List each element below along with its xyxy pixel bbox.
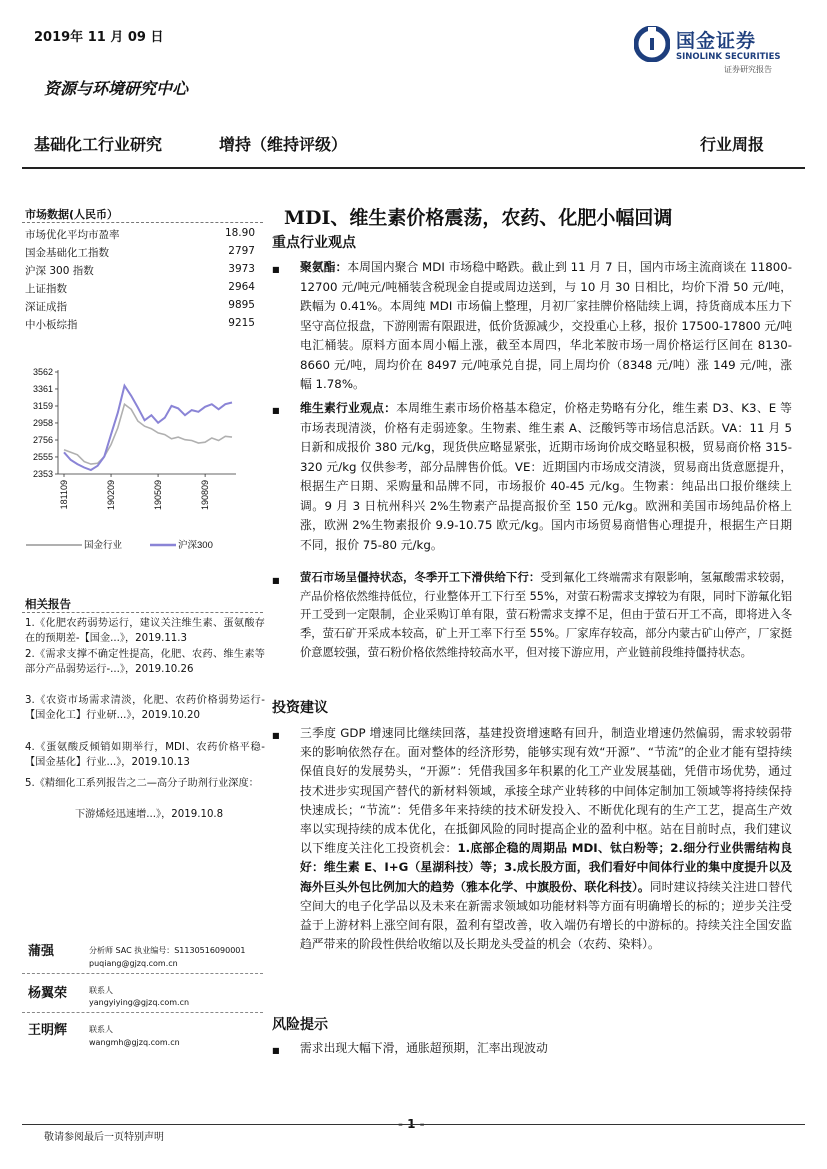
y-tick-label: 2353	[32, 469, 53, 479]
view-paragraph-fluorite: 萤石市场呈僵持状态，冬季开工下滑供给下行：受到氟化工终端需求有限影响，氢氟酸需求较弱，产品价格依然维持低位，行业整体开工下行至 55%，对萤石粉需求支撑较为有限，同时下游氟化铝开工受到一定限制，企业采购订单有限，萤石粉需求支撑不足，但由于萤石开工不高，即将进入冬季，萤石矿开采成本较高，矿上开工率下行至 55%。厂家库存较高，部分内蒙古矿山停产，厂家挺价意愿较强，萤石粉价格依然维持较高水平，但对接下游应用，产业链前段维持僵持状态。	[300, 571, 792, 659]
x-tick-label: 181109	[59, 480, 69, 510]
market-data-divider	[22, 222, 263, 223]
analyst-role: 联系人	[89, 1025, 113, 1034]
risk-heading: 风险提示	[272, 1017, 328, 1033]
footer-divider	[22, 1124, 805, 1125]
market-data-title: 市场数据(人民币）	[25, 208, 119, 221]
x-tick-label: 190809	[200, 480, 211, 511]
market-row: 深证成指 9895	[25, 299, 255, 313]
x-tick-label: 190209	[106, 480, 117, 511]
related-report-item[interactable]: 2.《需求支撑不确定性提高，化肥、农药、维生素等部分产品弱势运行-...》，2019.10.26	[25, 649, 265, 676]
bullet-icon: ■	[272, 265, 280, 274]
market-row: 中小板综指 9215	[25, 317, 255, 331]
analyst-email[interactable]: yangyiying@gjzq.com.cn	[89, 998, 190, 1007]
industry-title: 基础化工行业研究	[34, 135, 163, 154]
related-report-item-cont[interactable]: 下游烯烃迅速增...》，2019.10.8	[75, 809, 224, 820]
related-reports-divider	[22, 612, 263, 613]
report-type: 行业周报	[700, 135, 765, 154]
analyst-name: 蒲强	[28, 944, 55, 959]
y-tick-label: 2958	[32, 417, 53, 428]
view-paragraph-vitamin: 维生素行业观点：本周维生素市场价格基本稳定，价格走势略有分化，维生素 D3、K3、E 等市场表现清淡，价格有走弱迹象。生物素、维生素 A、泛酸钙等市场信息活跃。VA：11 月 5 日新和成报价 380 元/kg，现货供应略显紧张，近期市场询价成交略显积极，贸易商价格 315-320 元/kg 仅供参考，部分品牌售价低。VE：近期国内市场成交清淡，贸易商出货意愿提升，根据生产日期、采购量和品牌不同，市场报价 40-45 元/kg。生物素：纯品出口报价继续上调。9 月 3 日杭州科兴 2%生物素产品提高报价至 150 元/kg。欧洲和美国市场纯品价格上涨，欧洲 2%生物素报价 9.9-10.75 欧元/kg。国内市场贸易商惜售心理提升，根据生产日期不同，报价 75-80 元/kg。	[300, 401, 796, 552]
sinolink-logo-icon	[634, 26, 670, 62]
disclaimer: 敬请参阅最后一页特别声明	[44, 1132, 164, 1143]
bullet-icon: ■	[272, 1046, 280, 1055]
related-report-item[interactable]: 1.《化肥农药弱势运行，建议关注维生素、蛋氨酸存在的预期差-【国金...》，2019.11.3	[25, 618, 265, 645]
y-tick-label: 3562	[32, 367, 53, 377]
market-row: 上证指数 2964	[25, 281, 255, 295]
report-date: 2019年 11 月 09 日	[34, 30, 164, 45]
related-reports-title: 相关报告	[25, 597, 71, 611]
x-tick-label: 190509	[153, 480, 164, 511]
logo-text-cn: 国金证券	[676, 30, 757, 52]
index-line-chart	[22, 362, 262, 562]
related-report-item[interactable]: 5.《精细化工系列报告之二—高分子助剂行业深度：	[25, 778, 259, 789]
analyst-email[interactable]: wangmh@gjzq.com.cn	[89, 1038, 180, 1047]
legend-label-hs300: 沪深300	[178, 540, 213, 551]
analyst-role: 分析师 SAC 执业编号：S1130516090001	[89, 946, 246, 955]
risk-text: 需求出现大幅下滑，通胀超预期，汇率出现波动	[300, 1041, 548, 1055]
logo-subtitle: 证券研究报告	[724, 65, 772, 74]
series-line-industry	[64, 404, 232, 464]
rating: 增持（维持评级）	[219, 135, 348, 154]
y-tick-label: 2756	[32, 435, 53, 445]
analyst-divider	[22, 973, 263, 974]
legend-label-industry: 国金行业	[84, 540, 123, 551]
y-tick-label: 3361	[32, 383, 53, 394]
analyst-email[interactable]: puqiang@gjzq.com.cn	[89, 959, 178, 968]
analyst-name: 杨翼荣	[28, 986, 68, 1001]
bullet-icon: ■	[272, 731, 280, 740]
investment-paragraph: 三季度 GDP 增速同比继续回落，基建投资增速略有回升，制造业增速仍然偏弱，需求较弱带来的影响依然存在。面对整体的经济形势，能够实现有效“开源”、“节流”的企业才能有望持续保值良好的发展势头，“开源”：凭借我国多年积累的化工产业发展基础，凭借市场优势，通过技术进步实现国产替代的新材料领域，承接全球产业转移的中间体定制加工领域等将持续保持快速成长；“节流”：凭借多年来持续的技术研发投入、不断优化现有的生产工艺，提高生产效率以实现持续的成本优化，在抵御风险的同时提高企业的盈利中枢。站在目前时点，我们建议以下维度关注化工投资机会：1.底部企稳的周期品 MDI、钛白粉等；2.细分行业供需结构良好：维生素 E、I+G（星湖科技）等；3.成长股方面，我们看好中间体行业的集中度提升以及海外巨头外包比例加大的趋势（雅本化学、中旗股份、联化科技）。同时建议持续关注进口替代空间大的电子化学品以及未来在新需求领域如功能材料等方面有明确增长的标的；逆步关注受益于上游材料上涨空间有限，盈利有望改善，收入端仍有增长的中游标的。持续关注全国安监趋严带来的阶段性供给收缩以及长期龙头受益的机会（农药、染料）。	[300, 726, 792, 952]
analyst-divider	[22, 1012, 263, 1013]
page-number: - 1 -	[398, 1117, 425, 1131]
report-title: MDI、维生素价格震荡，农药、化肥小幅回调	[284, 207, 673, 229]
investment-heading: 投资建议	[272, 700, 328, 716]
research-center: 资源与环境研究中心	[44, 79, 189, 98]
related-report-item[interactable]: 3.《农资市场需求清淡，化肥、农药价格弱势运行-【国金化工】行业研...》，2019.10.20	[25, 695, 265, 722]
view-paragraph-pu: 聚氨酯：本周国内聚合 MDI 市场稳中略跌。截止到 11 月 7 日，国内市场主流商谈在 11800-12700 元/吨元/吨桶装含税现金自提或周边送到，与 10 月 30 日相比，均价下滑 50 元/吨，跌幅为 0.41%。本周纯 MDI 市场偏上整理，月初厂家挂牌价格陆续上调，持货商成本压力下坚守高位报盘，下游刚需有限跟进，低价货源减少，交投重心上移，报价 17500-17800 元/吨电汇桶装。原料方面本周小幅上涨，截至本周四，华北苯胺市场一周价格运行区间在 8130-8660 元/吨，周均价在 8497 元/吨承兑自提，同上周均价（8348 元/吨）涨 149 元/吨，涨幅 1.78%。	[300, 260, 792, 391]
y-tick-label: 3159	[32, 401, 53, 411]
key-views-heading: 重点行业观点	[272, 235, 356, 251]
y-tick-label: 2555	[32, 451, 53, 462]
bullet-icon: ■	[272, 576, 280, 585]
market-row: 国金基础化工指数 2797	[25, 245, 255, 259]
analyst-role: 联系人	[89, 986, 113, 995]
bullet-icon: ■	[272, 406, 280, 415]
analyst-name: 王明辉	[28, 1023, 68, 1038]
logo-text-en: SINOLINK SECURITIES	[676, 52, 781, 62]
header-divider	[22, 167, 805, 169]
related-report-item[interactable]: 4.《蛋氨酸反倾销如期举行，MDI、农药价格平稳-【国金基化】行业...》，2019.10.13	[25, 742, 265, 769]
market-row: 市场优化平均市盈率 18.90	[25, 227, 255, 241]
market-row: 沪深 300 指数 3973	[25, 263, 255, 277]
